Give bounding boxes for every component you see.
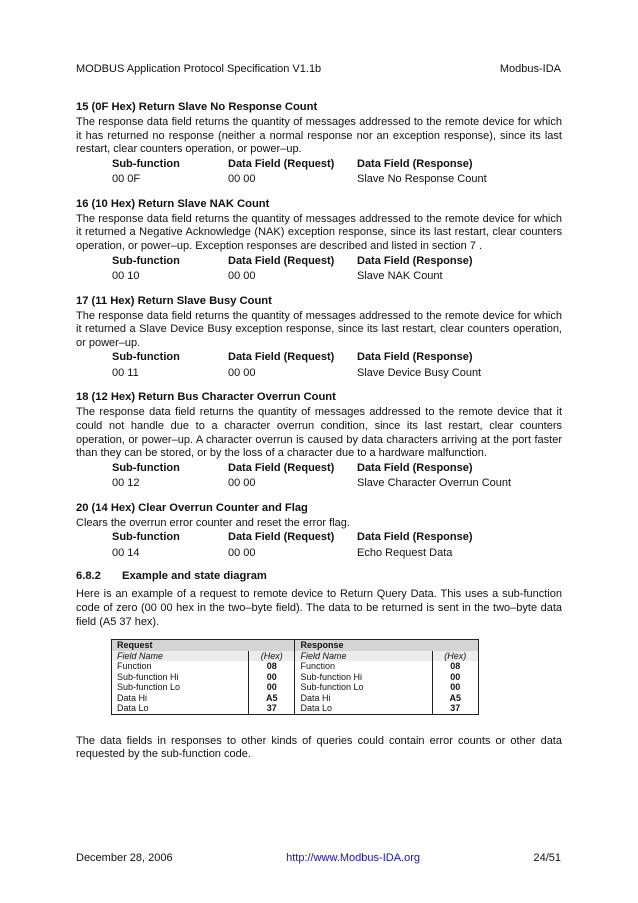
request-field-name: Data Lo [112,703,249,714]
col-request: Data Field (Request) [228,157,335,170]
subfunction-table [112,350,562,381]
request-value: 00 00 [228,173,256,186]
col-response: Data Field (Response) [357,254,473,267]
page-header [76,63,561,75]
table-row [112,269,562,285]
col-sub-function: Sub-function [112,351,180,364]
section-16 [76,197,562,285]
sub-function-value: 00 0F [112,173,141,186]
table-row [112,703,479,714]
example-section-number: 6.8.2 [76,570,101,583]
table-header-row [112,530,562,546]
section-body: The response data field returns the quantity of messages addressed to the remote device for which it returned a Negative Acknowledge (NAK) exception response, since its last restart, clear counters operation, or power–up. Exception responses are described and listed in section 7 . [76,212,562,252]
section-body: The response data field returns the quantity of messages addressed to the remote device for which it has returned no response (neither a normal response nor an exception response), since its last restart, clear counters operation, or power–up. [76,116,562,156]
table-row [112,672,479,683]
response-field-name: Function [295,661,432,672]
request-hex-value: 08 [249,661,295,672]
section-body: Clears the overrun error counter and reset the error flag. [76,516,350,529]
response-hex-value: 37 [432,703,478,714]
example-section-title: Example and state diagram [122,570,267,583]
response-hex-header: (Hex) [432,651,478,662]
col-sub-function: Sub-function [112,461,180,474]
request-value: 00 00 [228,546,256,559]
request-field-name-header: Field Name [112,651,249,662]
col-response: Data Field (Response) [357,157,473,170]
response-field-name: Data Hi [295,693,432,704]
col-request: Data Field (Request) [228,531,335,544]
sub-function-value: 00 14 [112,546,140,559]
response-field-name-header: Field Name [295,651,432,662]
request-field-name: Sub-function Hi [112,672,249,683]
section-body: The response data field returns the quantity of messages addressed to the remote device that it could not handle due to a character overrun condition, since its last restart, clear counters operation, or power–up. A character overrun is caused by data characters arriving at the port faster than they can be stored, or by the loss of a character due to a hardware malfunction. [76,406,562,460]
section-18 [76,390,562,491]
request-field-name: Data Hi [112,693,249,704]
col-sub-function: Sub-function [112,254,180,267]
example-heading [76,570,562,582]
section-title: 15 (0F Hex) Return Slave No Response Count [76,101,318,113]
request-hex-value: 00 [249,682,295,693]
closing-paragraph: The data fields in responses to other kinds of queries could contain error counts or other data requested by the sub-function code. [76,734,562,761]
sub-function-value: 00 10 [112,270,140,283]
request-hex-value: A5 [249,693,295,704]
request-field-name: Function [112,661,249,672]
col-request: Data Field (Request) [228,254,335,267]
col-request: Data Field (Request) [228,461,335,474]
header-title: MODBUS Application Protocol Specification V1.1b [76,63,322,75]
response-value: Slave No Response Count [357,173,487,186]
request-value: 00 00 [228,270,256,283]
table-row [112,172,562,188]
response-hex-value: 00 [432,672,478,683]
response-value: Echo Request Data [357,546,453,559]
col-response: Data Field (Response) [357,351,473,364]
section-body: The response data field returns the quantity of messages addressed to the remote device for which it returned a Slave Device Busy exception response, since its last restart, clear counters operation, or power–up. [76,309,562,349]
example-body: Here is an example of a request to remote device to Return Query Data. This uses a sub-function code of zero (00 00 hex in the two–byte field). The data to be returned is sent in the two–byte data field (A5 37 hex). [76,588,562,628]
col-sub-function: Sub-function [112,157,180,170]
page-number: 24/51 [533,852,561,864]
example-table [111,639,479,715]
response-header: Response [295,640,479,651]
footer-url-link[interactable]: http://www.Modbus-IDA.org [286,852,420,864]
section-title: 18 (12 Hex) Return Bus Character Overrun Count [76,391,336,404]
subfunction-table [112,254,562,285]
col-response: Data Field (Response) [357,461,473,474]
subfunction-table [112,530,562,561]
response-hex-value: 00 [432,682,478,693]
col-sub-function: Sub-function [112,531,180,544]
section-17 [76,294,562,382]
table-row [112,693,479,704]
header-org: Modbus-IDA [499,63,561,75]
response-field-name: Data Lo [295,703,432,714]
page-content [76,100,562,762]
section-15 [76,100,562,188]
example-table-header [112,640,479,651]
request-value: 00 00 [228,366,256,379]
request-field-name: Sub-function Lo [112,682,249,693]
table-row [112,661,479,672]
response-hex-value: A5 [432,693,478,704]
sub-function-value: 00 11 [112,366,139,379]
response-field-name: Sub-function Lo [295,682,432,693]
table-header-row [112,254,562,270]
response-hex-value: 08 [432,661,478,672]
table-header-row [112,461,562,477]
section-title: 16 (10 Hex) Return Slave NAK Count [76,197,270,210]
request-hex-header: (Hex) [249,651,295,662]
request-value: 00 00 [228,477,256,490]
response-field-name: Sub-function Hi [295,672,432,683]
table-header-row [112,157,562,173]
subfunction-table [112,461,562,492]
footer-date: December 28, 2006 [76,852,173,864]
request-hex-value: 00 [249,672,295,683]
example-table-subheader [112,651,479,662]
table-row [112,476,562,492]
sub-function-value: 00 12 [112,477,140,490]
subfunction-table [112,157,562,188]
response-value: Slave Device Busy Count [357,366,482,379]
section-title: 17 (11 Hex) Return Slave Busy Count [76,294,272,307]
section-20 [76,501,562,562]
col-response: Data Field (Response) [357,531,473,544]
request-header: Request [112,640,295,651]
page-footer [76,852,561,864]
response-value: Slave Character Overrun Count [357,477,512,490]
request-hex-value: 37 [249,703,295,714]
table-row [112,682,479,693]
table-header-row [112,350,562,366]
response-value: Slave NAK Count [357,270,443,283]
section-title: 20 (14 Hex) Clear Overrun Counter and Flag [76,501,308,514]
table-row [112,366,562,382]
table-row [112,546,562,562]
col-request: Data Field (Request) [228,351,335,364]
